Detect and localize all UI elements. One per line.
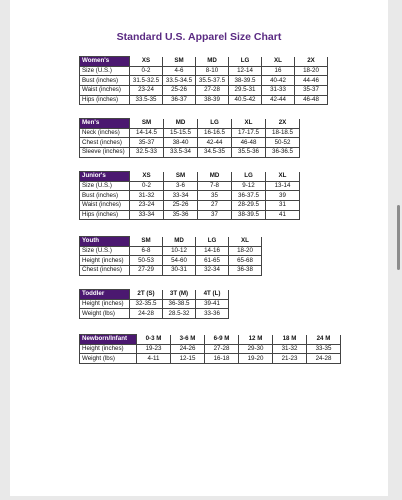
row-label: Bust (inches) [80,76,130,86]
table-cell: 31.5-32.5 [130,76,163,86]
table-cell: 15-15.5 [164,128,198,138]
column-header: 18 M [273,335,307,345]
column-header: 2T (S) [130,290,163,300]
table-cell: 41 [266,210,300,220]
table-cell: 36-38 [229,266,262,276]
table-cell: 10-12 [163,246,196,256]
table-cell: 3-6 [164,181,198,191]
table-header-row [80,290,229,300]
table-row [80,201,300,211]
viewer-scroll-track[interactable] [388,0,402,500]
table-cell: 18-18.5 [266,128,300,138]
table-category-header: Newborn/Infant [80,335,137,345]
table-cell: 27-28 [205,344,239,354]
column-header: XS [130,57,163,67]
table-cell: 31-32 [273,344,307,354]
table-cell: 28-29.5 [232,201,266,211]
page-title: Standard U.S. Apparel Size Chart [116,31,282,43]
table-cell: 27-29 [130,266,163,276]
table-cell: 23-24 [130,86,163,96]
row-label: Height (inches) [80,344,137,354]
table-cell: 44-46 [295,76,328,86]
column-header: SM [130,237,163,247]
table-cell: 32.5-33 [130,148,164,158]
table-header-row [80,335,341,345]
row-label: Neck (inches) [80,128,130,138]
table-row [80,86,328,96]
column-header: MD [164,119,198,129]
document-page [10,0,388,496]
table-cell: 32-35.5 [130,299,163,309]
table-cell: 33-35 [307,344,341,354]
table-row [80,354,341,364]
table-cell: 4-6 [163,66,196,76]
column-header: 2X [266,119,300,129]
table-cell: 50-53 [130,256,163,266]
table-cell: 35.5-37.5 [196,76,229,86]
table-cell: 18-20 [295,66,328,76]
size-table [79,118,300,158]
table-cell: 36-38.5 [163,299,196,309]
size-table [79,56,328,105]
table-cell: 24-26 [171,344,205,354]
table-row [80,191,300,201]
table-cell: 35 [198,191,232,201]
column-header: 2X [295,57,328,67]
row-label: Height (inches) [80,256,130,266]
column-header: XL [229,237,262,247]
table-cell: 25-26 [164,201,198,211]
table-cell: 36-37 [163,95,196,105]
table-cell: 38-39 [196,95,229,105]
table-cell: 28.5-32 [163,309,196,319]
table-cell: 38-39.5 [229,76,262,86]
size-table [79,171,300,220]
table-row [80,309,229,319]
size-table [79,334,341,364]
table-cell: 24-28 [307,354,341,364]
table-cell: 35.5-36 [232,148,266,158]
table-cell: 16-18 [205,354,239,364]
row-label: Chest (inches) [80,138,130,148]
column-header: 12 M [239,335,273,345]
table-cell: 42-44 [262,95,295,105]
table-cell: 65-68 [229,256,262,266]
table-cell: 31-33 [262,86,295,96]
table-cell: 42-44 [198,138,232,148]
table-cell: 7-8 [198,181,232,191]
table-row [80,95,328,105]
table-row [80,246,262,256]
table-row [80,344,341,354]
scrollbar-thumb[interactable] [397,205,400,270]
table-cell: 16 [262,66,295,76]
table-cell: 24-28 [130,309,163,319]
table-cell: 4-11 [137,354,171,364]
table-row [80,299,229,309]
table-header-row [80,57,328,67]
table-cell: 9-12 [232,181,266,191]
column-header: SM [164,172,198,182]
column-header: XL [262,57,295,67]
size-table [79,236,262,276]
table-cell: 33-34 [130,210,164,220]
table-cell: 21-23 [273,354,307,364]
table-cell: 6-8 [130,246,163,256]
row-label: Weight (lbs) [80,354,137,364]
column-header: LG [196,237,229,247]
table-cell: 29-30 [239,344,273,354]
column-header: MD [198,172,232,182]
table-cell: 8-10 [196,66,229,76]
table-row [80,256,262,266]
row-label: Height (inches) [80,299,130,309]
table-cell: 19-20 [239,354,273,364]
table-cell: 40.5-42 [229,95,262,105]
table-cell: 33.5-34.5 [163,76,196,86]
table-cell: 27-28 [196,86,229,96]
table-cell: 33.5-34 [164,148,198,158]
table-row [80,76,328,86]
table-cell: 30-31 [163,266,196,276]
table-cell: 31 [266,201,300,211]
table-row [80,266,262,276]
table-cell: 23-24 [130,201,164,211]
column-header: LG [229,57,262,67]
column-header: 3-6 M [171,335,205,345]
table-cell: 14-16 [196,246,229,256]
table-cell: 39-41 [196,299,229,309]
table-row [80,66,328,76]
row-label: Chest (inches) [80,266,130,276]
row-label: Bust (inches) [80,191,130,201]
table-cell: 16-16.5 [198,128,232,138]
table-cell: 18-20 [229,246,262,256]
column-header: SM [163,57,196,67]
table-cell: 0-2 [130,66,163,76]
table-cell: 34.5-35 [198,148,232,158]
table-cell: 29.5-31 [229,86,262,96]
column-header: 24 M [307,335,341,345]
row-label: Waist (inches) [80,201,130,211]
table-row [80,181,300,191]
table-category-header: Youth [80,237,130,247]
column-header: MD [196,57,229,67]
table-cell: 12-14 [229,66,262,76]
column-header: XS [130,172,164,182]
table-cell: 38-40 [164,138,198,148]
table-cell: 17-17.5 [232,128,266,138]
column-header: MD [163,237,196,247]
row-label: Weight (lbs) [80,309,130,319]
table-cell: 36-37.5 [232,191,266,201]
row-label: Size (U.S.) [80,246,130,256]
table-cell: 40-42 [262,76,295,86]
table-cell: 46-48 [232,138,266,148]
table-cell: 36-36.5 [266,148,300,158]
table-cell: 31-32 [130,191,164,201]
row-label: Sleeve (inches) [80,148,130,158]
size-table [79,289,229,319]
table-cell: 61-65 [196,256,229,266]
table-row [80,138,300,148]
table-header-row [80,172,300,182]
row-label: Size (U.S.) [80,181,130,191]
table-category-header: Women's [80,57,130,67]
column-header: 0-3 M [137,335,171,345]
table-cell: 50-52 [266,138,300,148]
table-category-header: Men's [80,119,130,129]
row-label: Hips (inches) [80,95,130,105]
column-header: LG [232,172,266,182]
column-header: 6-9 M [205,335,239,345]
table-cell: 33.5-35 [130,95,163,105]
table-cell: 38-39.5 [232,210,266,220]
row-label: Waist (inches) [80,86,130,96]
row-label: Size (U.S.) [80,66,130,76]
table-header-row [80,119,300,129]
table-cell: 54-60 [163,256,196,266]
table-cell: 14-14.5 [130,128,164,138]
table-cell: 46-48 [295,95,328,105]
column-header: XL [266,172,300,182]
table-cell: 27 [198,201,232,211]
table-header-row [80,237,262,247]
table-row [80,210,300,220]
table-row [80,128,300,138]
table-category-header: Junior's [80,172,130,182]
table-cell: 13-14 [266,181,300,191]
table-cell: 25-26 [163,86,196,96]
table-cell: 35-37 [295,86,328,96]
table-cell: 35-36 [164,210,198,220]
table-cell: 35-37 [130,138,164,148]
column-header: 4T (L) [196,290,229,300]
table-cell: 33-36 [196,309,229,319]
table-row [80,148,300,158]
column-header: LG [198,119,232,129]
column-header: XL [232,119,266,129]
row-label: Hips (inches) [80,210,130,220]
table-cell: 33-34 [164,191,198,201]
table-cell: 19-23 [137,344,171,354]
column-header: 3T (M) [163,290,196,300]
table-cell: 12-15 [171,354,205,364]
column-header: SM [130,119,164,129]
table-cell: 39 [266,191,300,201]
table-cell: 0-2 [130,181,164,191]
table-category-header: Toddler [80,290,130,300]
table-cell: 32-34 [196,266,229,276]
table-cell: 37 [198,210,232,220]
